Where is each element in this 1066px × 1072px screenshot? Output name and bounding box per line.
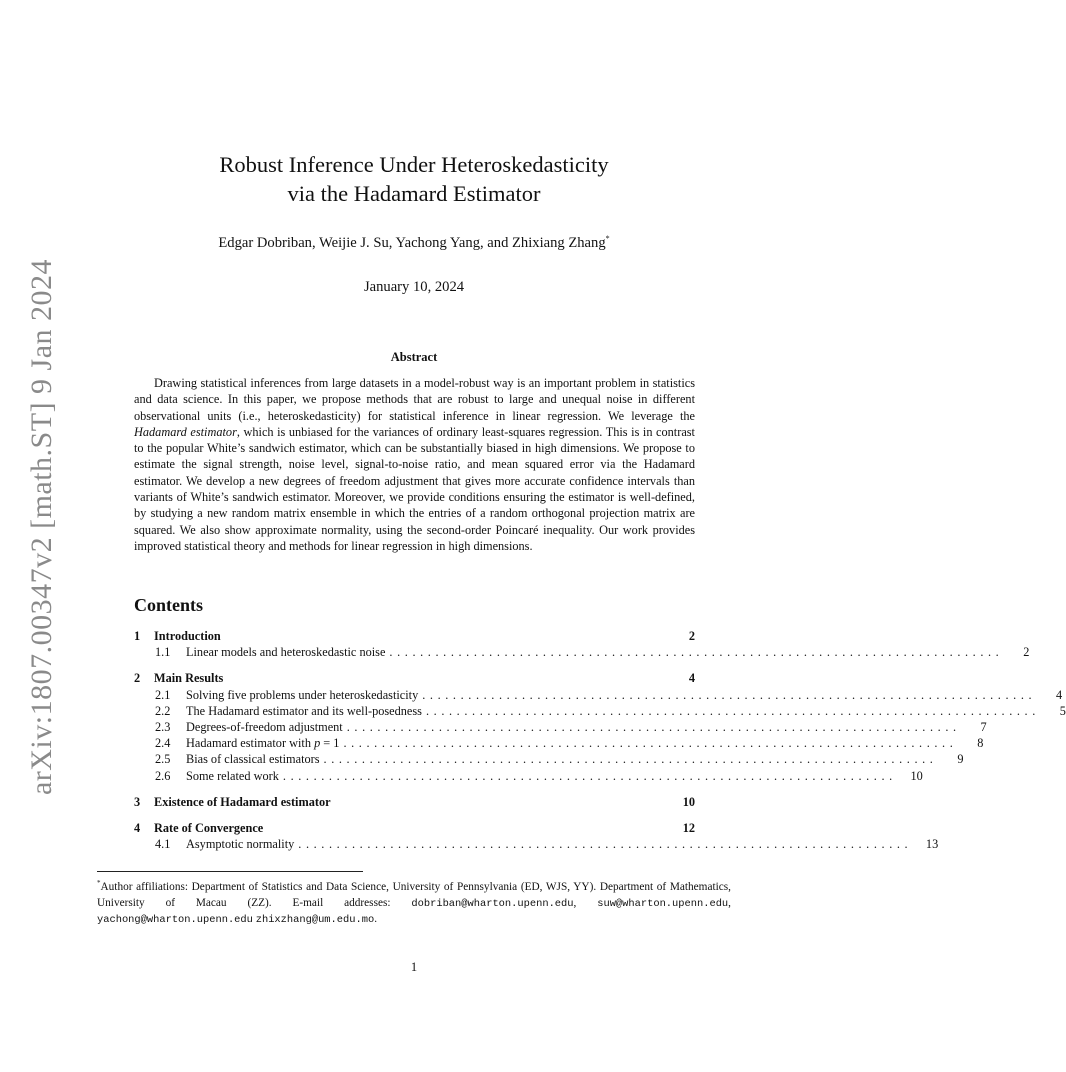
toc-entry[interactable] [134,644,1030,660]
toc-title: The Hadamard estimator and its well-posedness [186,703,422,718]
toc-leader-dots: ................................................................................ [346,720,961,735]
author-names: Edgar Dobriban, Weijie J. Su, Yachong Yang, and Zhixiang Zhang [218,235,606,251]
title-line-2: via the Hadamard Estimator [287,181,541,206]
toc-entry[interactable] [134,820,695,836]
toc-leader-dots: ................................................................................ [425,703,1040,718]
toc-leader-dots: ................................................................................ [323,752,938,767]
toc-number: 2.4 [155,736,171,751]
footnote-mark: * [97,879,101,887]
footnote-text: Author affiliations: Department of Statistics and Data Science, University of Pennsylvania (ED, WJS, YY). Department of Mathematics, University of Macau (ZZ). E-mail addresses: [97,881,731,909]
abstract-part-2: , which is unbiased for the variances of ordinary least-squares regression. This is in contrast to the popular White’s sandwich estimator, which can be substantially biased in high dimensions. We propose to estimate the signal strength, noise level, signal-to-noise ratio, and mean squared error via the Hadamard estimator. We develop a new degrees of freedom adjustment that gives more accurate confidence intervals than variants of White’s sandwich estimator. Moreover, we provide conditions ensuring the estimator is well-defined, by studying a new random matrix ensemble in which the entries of a random orthogonal projection matrix are squared. We also show approximate normality, using the second-order Poincaré inequality. Our work provides improved statistical theory and methods for linear regression in high dimensions. [134,424,695,553]
toc-title: Solving five problems under heteroskedasticity [186,687,419,702]
toc-title: Degrees-of-freedom adjustment [186,720,343,735]
toc-entry[interactable] [134,703,1066,719]
email-link[interactable]: dobriban@wharton.upenn.edu [411,897,574,910]
email-link[interactable]: suw@wharton.upenn.edu [597,897,729,910]
page-number: 1 [410,960,418,974]
toc-number: 2.5 [155,752,171,767]
toc-entry[interactable] [134,751,964,767]
toc-title: Rate of Convergence [154,821,264,836]
math-tail: = 1 [320,736,340,751]
abstract-heading: Abstract [390,350,438,364]
toc-page: 10 [910,768,923,783]
math-variable: p [314,736,321,751]
toc-number: 4.1 [155,837,171,852]
toc-number: 4 [134,821,141,836]
contents-heading: Contents [134,595,204,615]
toc-entry[interactable] [134,719,987,735]
author-list [0,229,828,253]
toc-page: 4 [1056,687,1063,702]
toc-title: Hadamard estimator with [186,736,315,751]
toc-title: Bias of classical estimators [186,752,320,767]
toc-number: 2.3 [155,720,171,735]
toc-leader-dots: ................................................................................ [282,768,897,783]
email-separator: , [728,896,731,909]
toc-title: Introduction [154,629,221,643]
toc-section-2 [134,670,1066,783]
toc-entry[interactable] [134,794,695,810]
toc-entry[interactable] [134,836,939,852]
toc-leader-dots: ................................................................................ [422,687,1037,702]
toc-title: Main Results [154,671,224,686]
toc-title: Some related work [186,768,279,783]
toc-number: 2.1 [155,687,171,702]
toc-section-4 [134,820,939,852]
toc-number: 2.2 [155,703,171,718]
abstract-part-1: Drawing statistical inferences from large datasets in a model-robust way is an important problem in statistics and data science. In this paper, we propose methods that are robust to large and unequal noise in different observational units (i.e., heteroskedasticity) for statistical inference in linear regression. We leverage the [134,376,695,423]
email-link[interactable]: yachong@wharton.upenn.edu [97,914,253,927]
paper-date: January 10, 2024 [363,279,465,295]
toc-entry[interactable] [134,768,923,784]
toc-entry[interactable] [134,670,695,686]
toc-number: 2.6 [155,768,171,783]
abstract-text [134,375,695,554]
footnote-rule [97,871,363,872]
toc-page: 5 [1059,703,1066,718]
toc-page: 13 [925,837,939,852]
toc-leader-dots: ................................................................................ [298,837,913,852]
toc-entry[interactable] [134,628,695,644]
toc-title: Existence of Hadamard estimator [154,794,331,809]
toc-page: 2 [688,629,695,643]
author-affiliation-footnote [97,876,731,929]
table-of-contents [134,628,1066,862]
toc-entry[interactable] [134,687,1063,703]
arxiv-identifier: arXiv:1807.00347v2 [math.ST] 9 Jan 2024 [25,258,59,796]
paper-title [0,150,828,208]
author-footnote-mark: * [605,234,610,243]
toc-title: Linear models and heteroskedastic noise [186,645,386,660]
toc-page: 9 [957,752,964,767]
toc-page: 10 [682,794,695,809]
title-line-1: Robust Inference Under Heteroskedasticity [219,152,609,177]
toc-number: 3 [134,794,141,809]
toc-entry[interactable] [134,735,984,751]
footnote-end: . [374,913,378,926]
email-separator: , [573,896,598,909]
toc-number: 1.1 [155,645,171,660]
toc-number: 1 [134,629,141,643]
toc-section-3 [134,794,695,810]
toc-page: 12 [682,821,695,836]
toc-page: 4 [688,671,695,686]
email-link[interactable]: zhixzhang@um.edu.mo [255,914,375,927]
toc-title: Asymptotic normality [186,837,295,852]
toc-number: 2 [134,671,141,686]
toc-leader-dots: ................................................................................ [343,736,958,751]
toc-title-with-math [186,735,343,751]
toc-page: 8 [977,736,984,751]
toc-section-1 [134,628,1030,660]
toc-leader-dots: ................................................................................ [389,645,1004,660]
toc-page: 2 [1023,645,1030,660]
abstract-emphasis: Hadamard estimator [134,424,237,439]
toc-page: 7 [980,720,987,735]
